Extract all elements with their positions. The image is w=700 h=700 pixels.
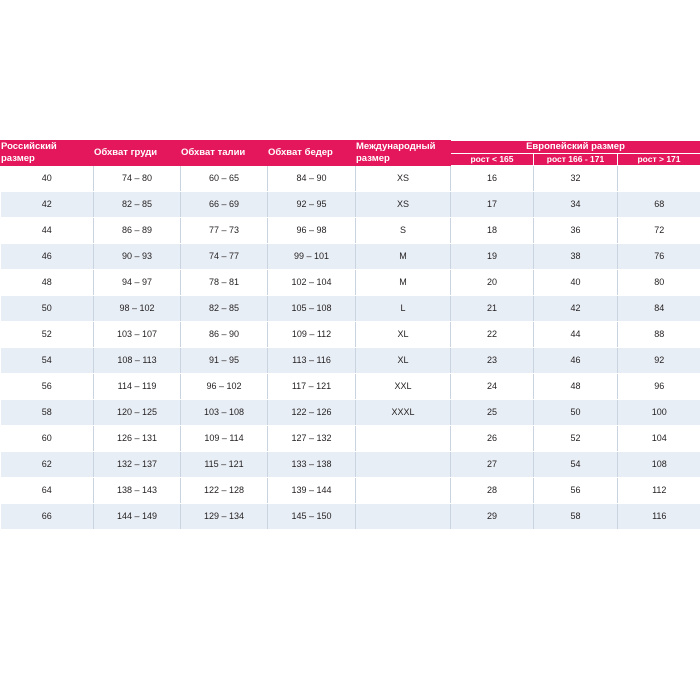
table-row: [1, 373, 700, 399]
cell-chest: 126 – 131: [94, 425, 181, 451]
cell-eu-over-171: 108: [618, 451, 700, 477]
table-row: [1, 477, 700, 503]
cell-eu-under-165: 19: [451, 243, 534, 269]
cell-russian-size: 60: [1, 425, 94, 451]
cell-international: XXL: [356, 373, 451, 399]
cell-waist: 103 – 108: [181, 399, 268, 425]
cell-eu-under-165: 29: [451, 503, 534, 529]
cell-hips: 99 – 101: [268, 243, 356, 269]
table-row: [1, 243, 700, 269]
cell-russian-size: 58: [1, 399, 94, 425]
table-row: [1, 451, 700, 477]
cell-chest: 144 – 149: [94, 503, 181, 529]
header-row-1: [1, 141, 700, 154]
cell-eu-under-165: 18: [451, 217, 534, 243]
table-row: [1, 321, 700, 347]
cell-eu-under-165: 16: [451, 165, 534, 191]
cell-hips: 145 – 150: [268, 503, 356, 529]
header-european-size-group: Европейский размер: [451, 141, 700, 154]
cell-chest: 98 – 102: [94, 295, 181, 321]
size-chart-table: [0, 140, 700, 530]
cell-waist: 86 – 90: [181, 321, 268, 347]
cell-international: [356, 425, 451, 451]
cell-international: XS: [356, 165, 451, 191]
cell-waist: 129 – 134: [181, 503, 268, 529]
cell-eu-under-165: 23: [451, 347, 534, 373]
cell-eu-over-171: 84: [618, 295, 700, 321]
cell-eu-166-171: 48: [534, 373, 618, 399]
cell-eu-166-171: 34: [534, 191, 618, 217]
cell-russian-size: 44: [1, 217, 94, 243]
cell-chest: 94 – 97: [94, 269, 181, 295]
size-chart-container: [0, 140, 700, 530]
cell-eu-over-171: 100: [618, 399, 700, 425]
cell-eu-166-171: 42: [534, 295, 618, 321]
cell-waist: 78 – 81: [181, 269, 268, 295]
table-row: [1, 503, 700, 529]
table-row: [1, 295, 700, 321]
cell-international: L: [356, 295, 451, 321]
cell-russian-size: 66: [1, 503, 94, 529]
cell-hips: 133 – 138: [268, 451, 356, 477]
cell-hips: 105 – 108: [268, 295, 356, 321]
cell-eu-over-171: 96: [618, 373, 700, 399]
cell-hips: 127 – 132: [268, 425, 356, 451]
cell-eu-166-171: 54: [534, 451, 618, 477]
cell-eu-166-171: 50: [534, 399, 618, 425]
cell-eu-166-171: 38: [534, 243, 618, 269]
cell-waist: 109 – 114: [181, 425, 268, 451]
cell-eu-under-165: 17: [451, 191, 534, 217]
cell-eu-over-171: 72: [618, 217, 700, 243]
cell-eu-over-171: 116: [618, 503, 700, 529]
cell-waist: 82 – 85: [181, 295, 268, 321]
cell-international: XL: [356, 321, 451, 347]
cell-hips: 102 – 104: [268, 269, 356, 295]
cell-russian-size: 52: [1, 321, 94, 347]
cell-russian-size: 62: [1, 451, 94, 477]
cell-hips: 117 – 121: [268, 373, 356, 399]
cell-hips: 122 – 126: [268, 399, 356, 425]
table-header: [1, 141, 700, 166]
cell-hips: 139 – 144: [268, 477, 356, 503]
cell-international: XXXL: [356, 399, 451, 425]
cell-russian-size: 40: [1, 165, 94, 191]
cell-waist: 77 – 73: [181, 217, 268, 243]
cell-russian-size: 50: [1, 295, 94, 321]
cell-chest: 120 – 125: [94, 399, 181, 425]
cell-eu-over-171: 104: [618, 425, 700, 451]
table-body: [1, 165, 700, 529]
cell-eu-under-165: 20: [451, 269, 534, 295]
cell-eu-under-165: 24: [451, 373, 534, 399]
cell-eu-166-171: 40: [534, 269, 618, 295]
cell-chest: 138 – 143: [94, 477, 181, 503]
cell-eu-under-165: 25: [451, 399, 534, 425]
cell-waist: 96 – 102: [181, 373, 268, 399]
cell-eu-over-171: 92: [618, 347, 700, 373]
cell-eu-over-171: 112: [618, 477, 700, 503]
table-row: [1, 425, 700, 451]
cell-eu-over-171: 68: [618, 191, 700, 217]
header-chest: Обхват груди: [94, 141, 181, 166]
cell-international: M: [356, 243, 451, 269]
cell-international: XL: [356, 347, 451, 373]
cell-chest: 90 – 93: [94, 243, 181, 269]
cell-waist: 91 – 95: [181, 347, 268, 373]
cell-hips: 96 – 98: [268, 217, 356, 243]
table-row: [1, 269, 700, 295]
cell-eu-under-165: 27: [451, 451, 534, 477]
cell-eu-166-171: 58: [534, 503, 618, 529]
table-row: [1, 347, 700, 373]
cell-russian-size: 48: [1, 269, 94, 295]
header-height-over-171: рост > 171: [618, 154, 700, 166]
cell-russian-size: 54: [1, 347, 94, 373]
cell-eu-166-171: 36: [534, 217, 618, 243]
cell-chest: 132 – 137: [94, 451, 181, 477]
cell-russian-size: 56: [1, 373, 94, 399]
header-waist: Обхват талии: [181, 141, 268, 166]
cell-waist: 122 – 128: [181, 477, 268, 503]
cell-eu-under-165: 21: [451, 295, 534, 321]
cell-eu-over-171: 76: [618, 243, 700, 269]
table-row: [1, 191, 700, 217]
cell-eu-over-171: 80: [618, 269, 700, 295]
cell-eu-over-171: 88: [618, 321, 700, 347]
header-russian-size: Российский размер: [1, 141, 94, 166]
cell-eu-166-171: 56: [534, 477, 618, 503]
cell-eu-166-171: 44: [534, 321, 618, 347]
cell-eu-over-171: [618, 165, 700, 191]
header-height-under-165: рост < 165: [451, 154, 534, 166]
cell-chest: 108 – 113: [94, 347, 181, 373]
header-height-166-171: рост 166 - 171: [534, 154, 618, 166]
cell-international: [356, 477, 451, 503]
cell-eu-under-165: 26: [451, 425, 534, 451]
cell-chest: 103 – 107: [94, 321, 181, 347]
cell-hips: 92 – 95: [268, 191, 356, 217]
cell-international: S: [356, 217, 451, 243]
cell-eu-166-171: 46: [534, 347, 618, 373]
cell-hips: 113 – 116: [268, 347, 356, 373]
cell-eu-under-165: 22: [451, 321, 534, 347]
cell-international: [356, 451, 451, 477]
cell-russian-size: 64: [1, 477, 94, 503]
table-row: [1, 165, 700, 191]
cell-eu-166-171: 32: [534, 165, 618, 191]
cell-hips: 109 – 112: [268, 321, 356, 347]
table-row: [1, 399, 700, 425]
cell-waist: 66 – 69: [181, 191, 268, 217]
cell-international: M: [356, 269, 451, 295]
cell-russian-size: 42: [1, 191, 94, 217]
cell-hips: 84 – 90: [268, 165, 356, 191]
cell-chest: 82 – 85: [94, 191, 181, 217]
cell-russian-size: 46: [1, 243, 94, 269]
cell-waist: 74 – 77: [181, 243, 268, 269]
cell-chest: 114 – 119: [94, 373, 181, 399]
table-row: [1, 217, 700, 243]
cell-waist: 60 – 65: [181, 165, 268, 191]
cell-waist: 115 – 121: [181, 451, 268, 477]
header-international-size: Международный размер: [356, 141, 451, 166]
cell-eu-166-171: 52: [534, 425, 618, 451]
cell-international: [356, 503, 451, 529]
cell-international: XS: [356, 191, 451, 217]
cell-chest: 86 – 89: [94, 217, 181, 243]
cell-chest: 74 – 80: [94, 165, 181, 191]
cell-eu-under-165: 28: [451, 477, 534, 503]
header-hips: Обхват бедер: [268, 141, 356, 166]
